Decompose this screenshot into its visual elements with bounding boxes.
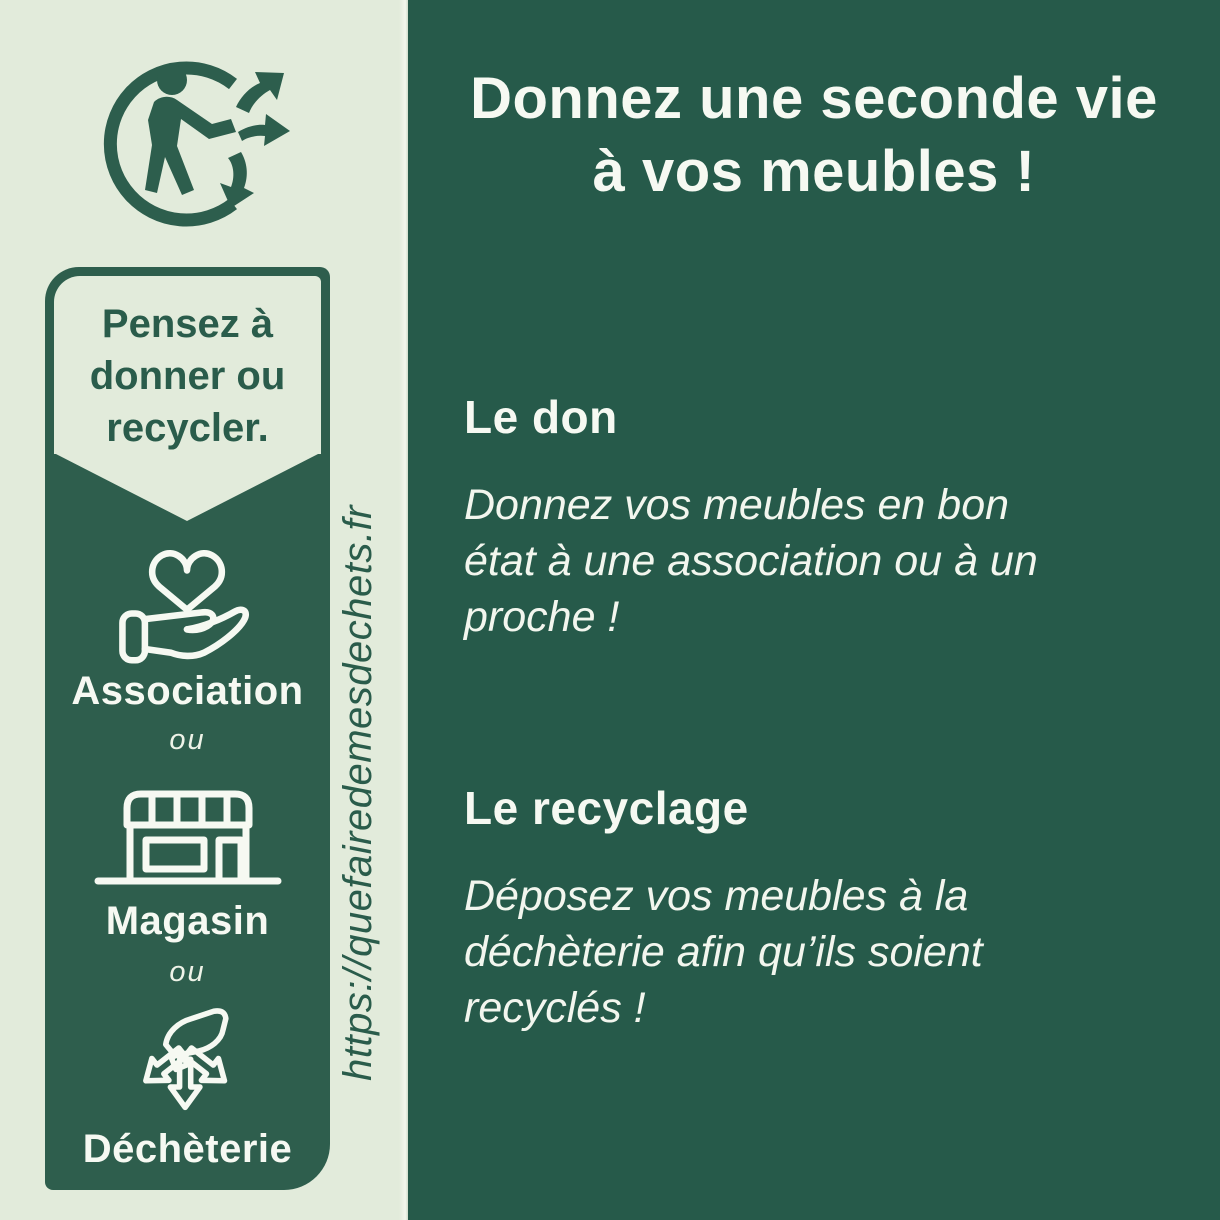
triman-recycling-icon xyxy=(88,40,300,248)
body-line: proche ! xyxy=(464,592,620,641)
column-divider xyxy=(399,0,408,1220)
section-le-recyclage xyxy=(464,781,1184,1037)
heart-in-hand-icon xyxy=(107,533,267,664)
banner-line: donner ou xyxy=(89,354,286,398)
store-icon xyxy=(93,782,283,887)
body-line: Donnez vos meubles en bon xyxy=(464,481,1010,529)
page-title xyxy=(408,0,1220,208)
option-label-decheterie: Déchèterie xyxy=(82,1127,293,1171)
or-separator: ou xyxy=(169,956,206,988)
right-panel xyxy=(408,0,1220,1220)
body-line: état à une association ou à un xyxy=(464,536,1038,585)
option-label-magasin: Magasin xyxy=(105,899,270,943)
section-body-le-recyclage xyxy=(464,869,1184,1037)
waste-sorting-icon xyxy=(112,1002,262,1124)
section-body-le-don xyxy=(464,478,1184,646)
body-line: Déposez vos meubles à la xyxy=(464,872,969,920)
section-heading-le-recyclage: Le recyclage xyxy=(464,782,749,834)
banner-text xyxy=(54,276,321,454)
ribbon-chevron xyxy=(54,453,320,521)
option-label-association: Association xyxy=(71,669,304,713)
body-line: recyclés ! xyxy=(464,983,646,1032)
ribbon-banner xyxy=(54,276,321,454)
banner-line: recycler. xyxy=(106,406,269,450)
left-column xyxy=(0,0,408,1220)
title-line-1: Donnez une seconde vie xyxy=(470,66,1158,131)
donation-ribbon xyxy=(45,267,330,1190)
section-le-don xyxy=(464,390,1184,646)
section-heading-le-don: Le don xyxy=(464,391,618,443)
banner-line: Pensez à xyxy=(101,302,274,346)
or-separator: ou xyxy=(169,724,206,756)
body-line: déchèterie afin qu’ils soient xyxy=(464,927,983,976)
title-line-2: à vos meubles ! xyxy=(592,139,1036,205)
website-url: https://quefairedemesdechets.fr xyxy=(336,505,380,1081)
